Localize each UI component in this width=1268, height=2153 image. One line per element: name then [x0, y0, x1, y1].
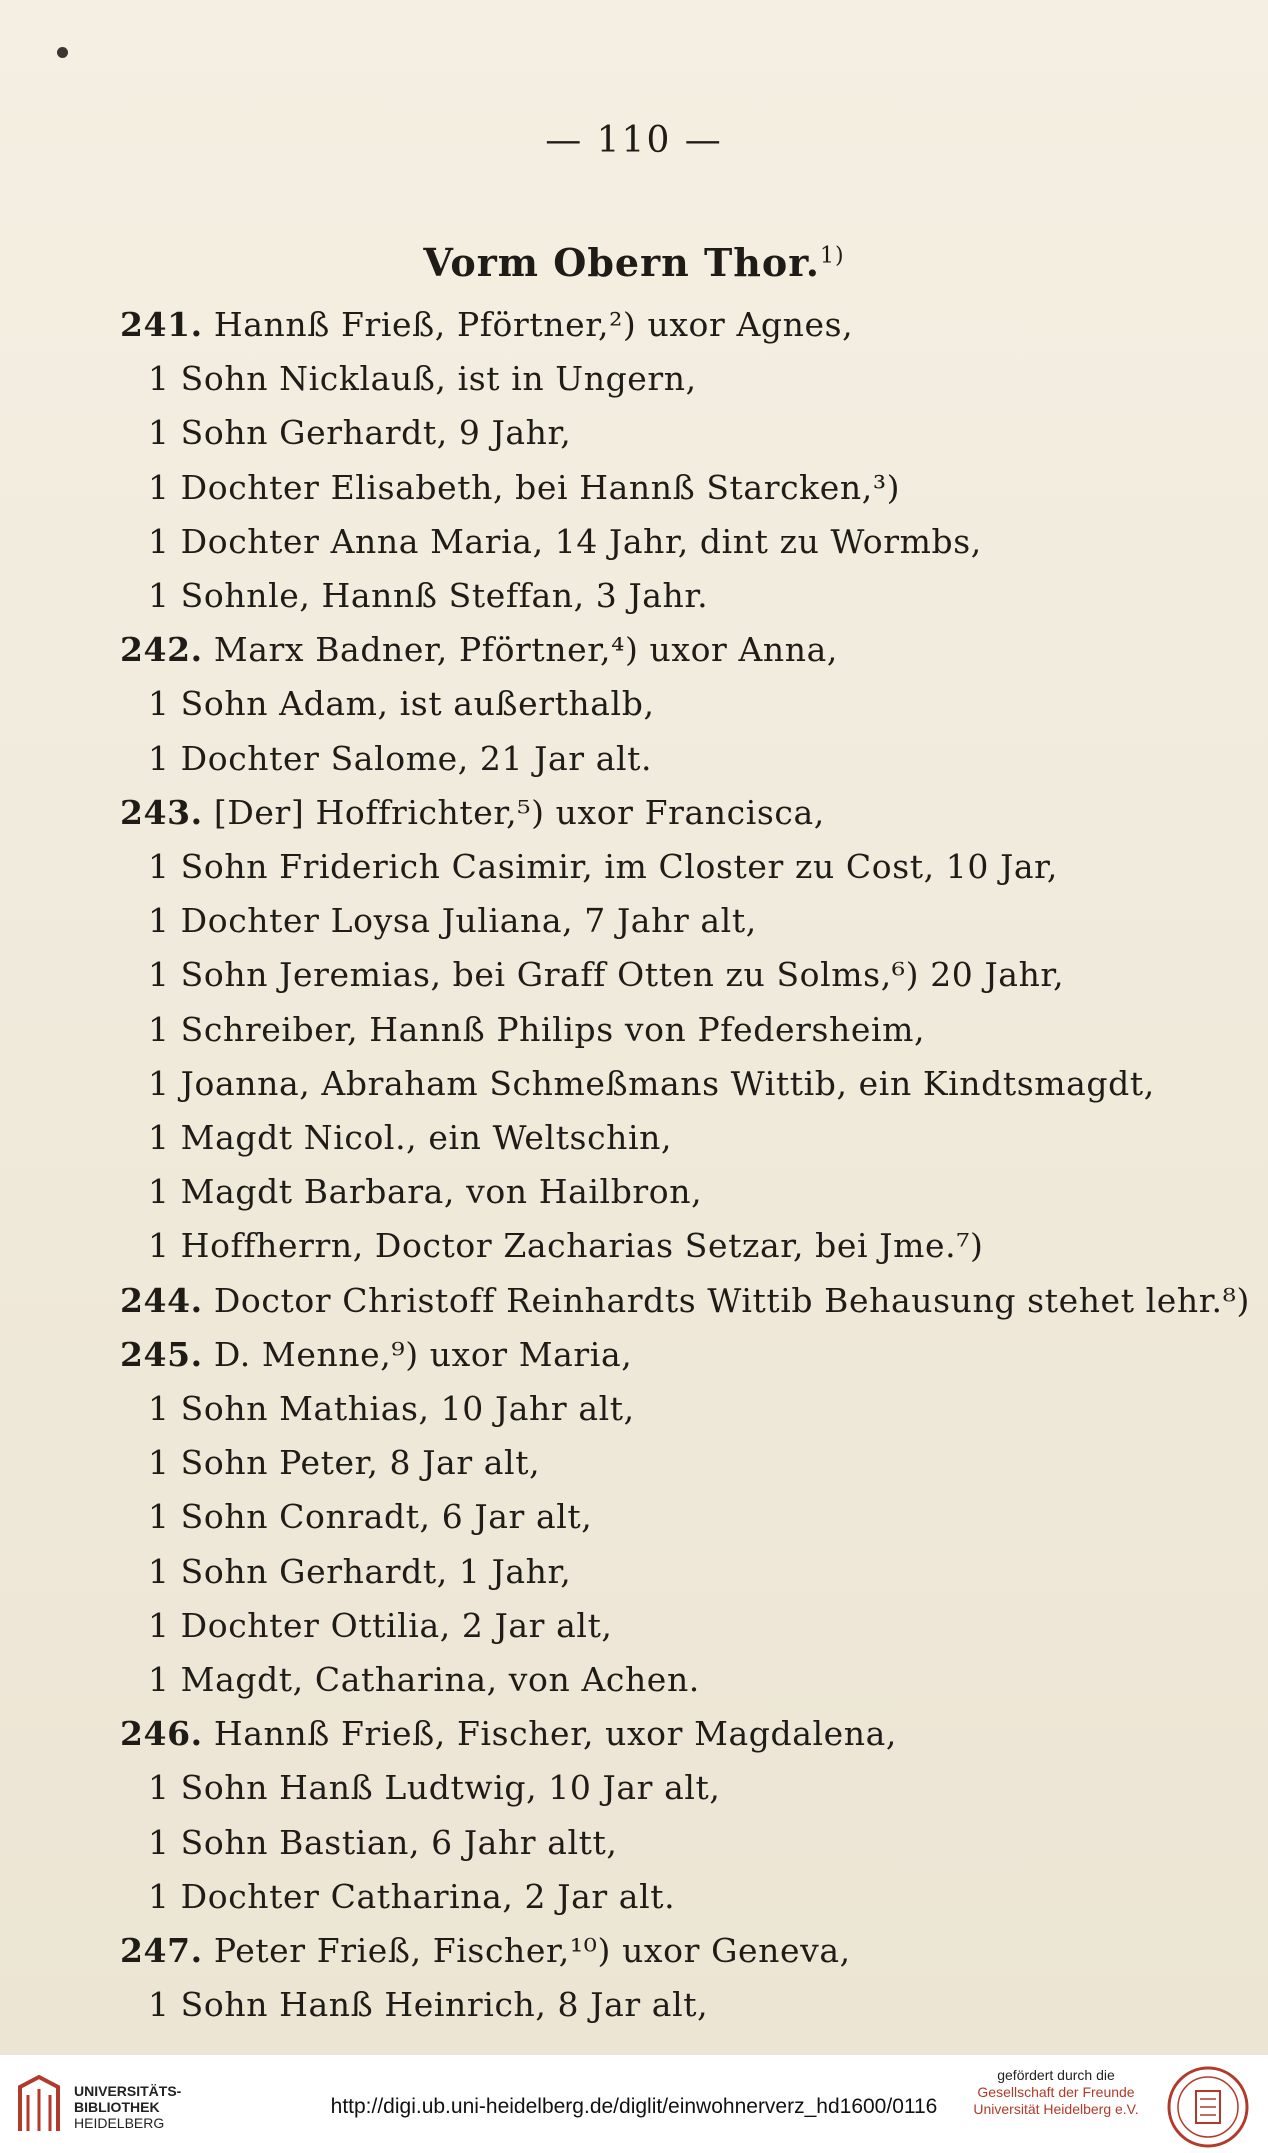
footer-bar: [0, 2055, 1268, 2153]
section-heading: [0, 240, 1268, 285]
entry-heading-line: [120, 630, 838, 669]
entry-line: [148, 1877, 675, 1916]
library-line-1: UNIVERSITÄTS-: [74, 2083, 182, 2099]
entry-line: [148, 1497, 592, 1536]
entry-heading-line: [120, 305, 853, 344]
entry-text: 1 Schreiber, Hannß Philips von Pfedersheim,: [148, 1009, 926, 1049]
entry-number: 247.: [120, 1931, 203, 1970]
entry-text: 1 Magdt, Catharina, von Achen.: [148, 1660, 700, 1699]
entry-text: 1 Sohn Conradt, 6 Jar alt,: [148, 1497, 593, 1537]
entry-line: [148, 468, 900, 507]
ink-dot: [57, 47, 68, 58]
entry-text: 1 Dochter Ottilia, 2 Jar alt,: [148, 1605, 613, 1645]
entry-text: 1 Sohn Peter, 8 Jar alt,: [148, 1443, 541, 1483]
entry-line: [148, 955, 1064, 994]
heading-text: Vorm Obern Thor.: [423, 240, 820, 285]
entry-line: [148, 1823, 618, 1862]
entry-number: 241.: [120, 305, 203, 344]
entry-text: 1 Sohnle, Hannß Steffan, 3 Jahr.: [148, 576, 709, 615]
entry-line: [148, 359, 697, 398]
entry-line: [148, 1389, 635, 1428]
entry-text: Hannß Frieß, Pförtner,²) uxor Agnes,: [202, 305, 854, 344]
entry-number: 245.: [120, 1334, 203, 1374]
entry-number: 246.: [120, 1714, 203, 1754]
entry-line: [148, 1660, 700, 1699]
sponsor-text: [966, 2067, 1146, 2118]
entry-line: [148, 1226, 984, 1265]
entry-text: 1 Dochter Anna Maria, 14 Jahr, dint zu Wormbs,: [148, 521, 982, 561]
entry-text: 1 Dochter Elisabeth, bei Hannß Starcken,³): [148, 467, 901, 507]
entry-text: 1 Dochter Loysa Juliana, 7 Jahr alt,: [148, 901, 757, 941]
entry-line: [148, 1606, 613, 1645]
entry-line: [148, 1768, 720, 1807]
entry-text: [Der] Hoffrichter,⁵) uxor Francisca,: [202, 792, 825, 832]
library-line-2: BIBLIOTHEK: [74, 2099, 160, 2115]
library-line-3: HEIDELBERG: [74, 2115, 165, 2131]
entry-heading-line: [120, 1931, 851, 1970]
entry-heading-line: [120, 1335, 632, 1374]
heading-footnote: 1): [819, 243, 845, 269]
entry-text: 1 Magdt Nicol., ein Weltschin,: [148, 1118, 673, 1157]
entry-line: [148, 522, 982, 561]
entry-text: 1 Dochter Salome, 21 Jar alt.: [148, 738, 653, 778]
entry-line: [148, 1985, 708, 2024]
entry-text: 1 Magdt Barbara, von Hailbron,: [148, 1172, 703, 1212]
entry-text: 1 Sohn Adam, ist außerthalb,: [148, 684, 655, 724]
permalink-url[interactable]: http://digi.ub.uni-heidelberg.de/diglit/einwohnerverz_hd1600/0116: [330, 2095, 938, 2118]
entry-heading-line: [120, 1714, 897, 1753]
entry-text: 1 Sohn Hanß Heinrich, 8 Jar alt,: [148, 1985, 709, 2025]
entry-line: [148, 1443, 540, 1482]
entry-line: [148, 576, 708, 615]
entry-line: [148, 739, 652, 778]
entry-text: 1 Sohn Gerhardt, 1 Jahr,: [148, 1551, 572, 1591]
entry-text: 1 Sohn Hanß Ludtwig, 10 Jar alt,: [148, 1768, 721, 1808]
entry-number: 244.: [120, 1280, 203, 1320]
entry-line: [148, 1552, 571, 1591]
entry-text: 1 Sohn Gerhardt, 9 Jahr,: [148, 413, 572, 453]
entry-text: 1 Dochter Catharina, 2 Jar alt.: [148, 1876, 676, 1916]
entry-text: 1 Joanna, Abraham Schmeßmans Wittib, ein Kindtsmagdt,: [148, 1063, 1155, 1103]
university-seal-icon: [1166, 2065, 1250, 2149]
entry-heading-line: [120, 793, 825, 832]
entry-line: [148, 847, 1058, 886]
sponsor-line-1: gefördert durch die: [997, 2067, 1115, 2083]
entry-text: 1 Sohn Friderich Casimir, im Closter zu Cost, 10 Jar,: [148, 847, 1059, 886]
entry-line: [148, 1010, 925, 1049]
entry-text: 1 Sohn Mathias, 10 Jahr alt,: [148, 1389, 635, 1428]
entry-text: Doctor Christoff Reinhardts Wittib Behausung stehet lehr.⁸): [202, 1280, 1250, 1320]
entry-line: [148, 1064, 1155, 1103]
entry-line: [148, 413, 571, 452]
entry-number: 242.: [120, 630, 203, 670]
entry-line: [148, 1118, 672, 1157]
entry-line: [148, 1172, 702, 1211]
entry-line: [148, 684, 655, 723]
entry-text: 1 Hoffherrn, Doctor Zacharias Setzar, bei Jme.⁷): [148, 1226, 984, 1266]
entry-text: 1 Sohn Bastian, 6 Jahr altt,: [148, 1822, 618, 1862]
entry-text: 1 Sohn Nicklauß, ist in Ungern,: [148, 359, 697, 399]
entry-text: Marx Badner, Pförtner,⁴) uxor Anna,: [202, 630, 839, 670]
entry-line: [148, 901, 757, 940]
entry-text: D. Menne,⁹) uxor Maria,: [202, 1334, 633, 1374]
entry-number: 243.: [120, 792, 203, 832]
entry-heading-line: [120, 1281, 1250, 1320]
page-number: — 110 —: [545, 120, 723, 161]
sponsor-line-2: Gesellschaft der Freunde: [977, 2084, 1135, 2100]
entry-text: 1 Sohn Jeremias, bei Graff Otten zu Solms,⁶) 20 Jahr,: [148, 955, 1065, 995]
sponsor-line-3: Universität Heidelberg e.V.: [973, 2101, 1139, 2117]
entry-text: Hannß Frieß, Fischer, uxor Magdalena,: [202, 1714, 898, 1754]
entry-text: Peter Frieß, Fischer,¹⁰) uxor Geneva,: [202, 1931, 851, 1970]
